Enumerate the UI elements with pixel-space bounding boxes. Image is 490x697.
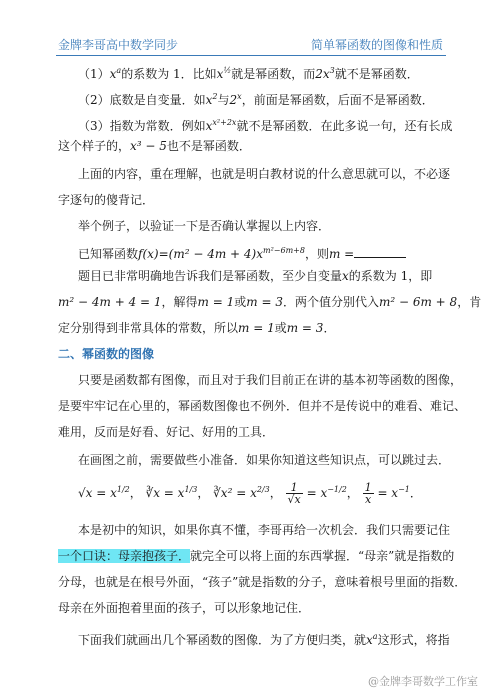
text: 这个样子的， — [58, 139, 131, 153]
math-exp: $x^{x^2+2x}$ — [205, 118, 237, 133]
para-5-line-2 — [58, 548, 454, 565]
math-xa: $x^a$ — [109, 66, 122, 81]
item-3-cont — [58, 138, 251, 155]
math-2x3: $2x^3$ — [315, 66, 335, 81]
identity-4: $\frac{1}{√x}$ = $x^{-1/2}$ — [287, 481, 347, 506]
identity-2: ∛x = $x^{1/3}$ — [145, 485, 198, 500]
para-1-line-2: 字逐句的傻背记． — [58, 193, 155, 207]
text: 就是幂函数，而 — [231, 67, 316, 81]
text: 已知幂函数 — [78, 247, 139, 261]
para-4: 在画图之前，需要做些小准备．如果你知道这些知识点，可以跳过去． — [78, 453, 451, 467]
math-2x: 2$^x$ — [229, 92, 242, 107]
math-x-half: $x^{\frac{1}{2}}$ — [216, 66, 232, 81]
text: 就完全可以将上面的东西掌握．“母亲”就是指数的 — [190, 549, 455, 563]
identity-3: ∛x² = $x^{2/3}$ — [213, 485, 270, 500]
header-left-title: 金牌李哥高中数学同步 — [58, 38, 179, 52]
text: 就不是幂函数． — [334, 67, 419, 81]
solution-line-3: 定分别得到非常具体的常数，所以m = 1或m = 3． — [58, 321, 336, 335]
para-1-line-1: 上面的内容，重在理解，也就是明白教材说的什么意思就可以，不必逐 — [78, 167, 451, 181]
math-m: m = — [328, 247, 355, 261]
para-3-line-2: 是要牢牢记在心里的，幂函数图像也不例外．但并不是传说中的难看、难记、 — [58, 399, 467, 413]
item-2 — [78, 88, 434, 109]
header-divider — [56, 55, 446, 56]
solution-line-2: m² − 4m + 4 = 1，解得m = 1或m = 3．两个值分别代入m² − 6m + 8，肯 — [58, 295, 482, 309]
text: （2）底数是自变量．如 — [78, 93, 206, 107]
mnemonic-highlight: 一个口诀：母亲抱孩子． — [58, 549, 191, 563]
math-fx: $f(x)=(m^2 - 4m + 4)x^{m^2-6m+8}$ — [138, 246, 305, 261]
text: 就不是幂函数．在此多说一句，还有长成 — [236, 119, 453, 133]
watermark: @金牌李哥数学工作室 — [368, 675, 478, 688]
radical-identities: $√x = x^{1/2}$， ∛x = $x^{1/3}$， ∛x² = $x^{2/3}$， $\frac{1}{√x}$ = $x^{-1/2}$， $\frac{1}{x}$ = $x^{-1}$． — [78, 481, 422, 506]
para-6: 下面我们就画出几个幂函数的图像．为了方便归类，就$x^a$这形式，将指 — [78, 632, 450, 647]
para-5-line-4: 母亲在外面抱着里面的孩子，可以形象地记住． — [58, 601, 311, 615]
para-3-line-3: 难用，反而是好看、好记、好用的工具． — [58, 425, 275, 439]
text: 的系数为 1．比如 — [121, 67, 217, 81]
text: （3）指数为常数．例如 — [78, 119, 206, 133]
identity-1: $√x = x^{1/2}$ — [78, 485, 130, 500]
math-x2: $x^2$ — [205, 92, 218, 107]
math-x3m5: x³ − 5 — [130, 139, 167, 153]
section-title: 二、幂函数的图像 — [58, 347, 155, 361]
para-5-line-1: 本是初中的知识，如果你真不懂，李哥再给一次机会．我们只需要记住 — [78, 523, 451, 537]
header-right-title: 简单幂函数的图像和性质 — [310, 38, 443, 52]
text: ，前面是幂函数，后面不是幂函数． — [241, 93, 434, 107]
example — [78, 242, 406, 263]
para-5-line-3: 分母，也就是在根号外面，“孩子”就是指数的分子，意味着根号里面的指数． — [58, 575, 467, 589]
para-2: 举个例子，以验证一下是否确认掌握以上内容． — [78, 219, 331, 233]
text: 与 — [217, 93, 230, 107]
text: 也不是幂函数． — [166, 139, 251, 153]
text: （1） — [78, 67, 110, 81]
item-1 — [78, 62, 419, 83]
answer-blank — [354, 246, 406, 258]
para-3-line-1: 只要是函数都有图像，而且对于我们目前正在讲的基本初等函数的图像， — [78, 373, 463, 387]
page-header — [0, 0, 490, 56]
solution-line-1: 题目已非常明确地告诉我们是幂函数，至少自变量x的系数为 1，即 — [78, 269, 433, 283]
identity-5: $\frac{1}{x}$ = $x^{-1}$ — [364, 481, 410, 506]
item-3 — [78, 114, 452, 135]
text: ，则 — [304, 247, 329, 261]
